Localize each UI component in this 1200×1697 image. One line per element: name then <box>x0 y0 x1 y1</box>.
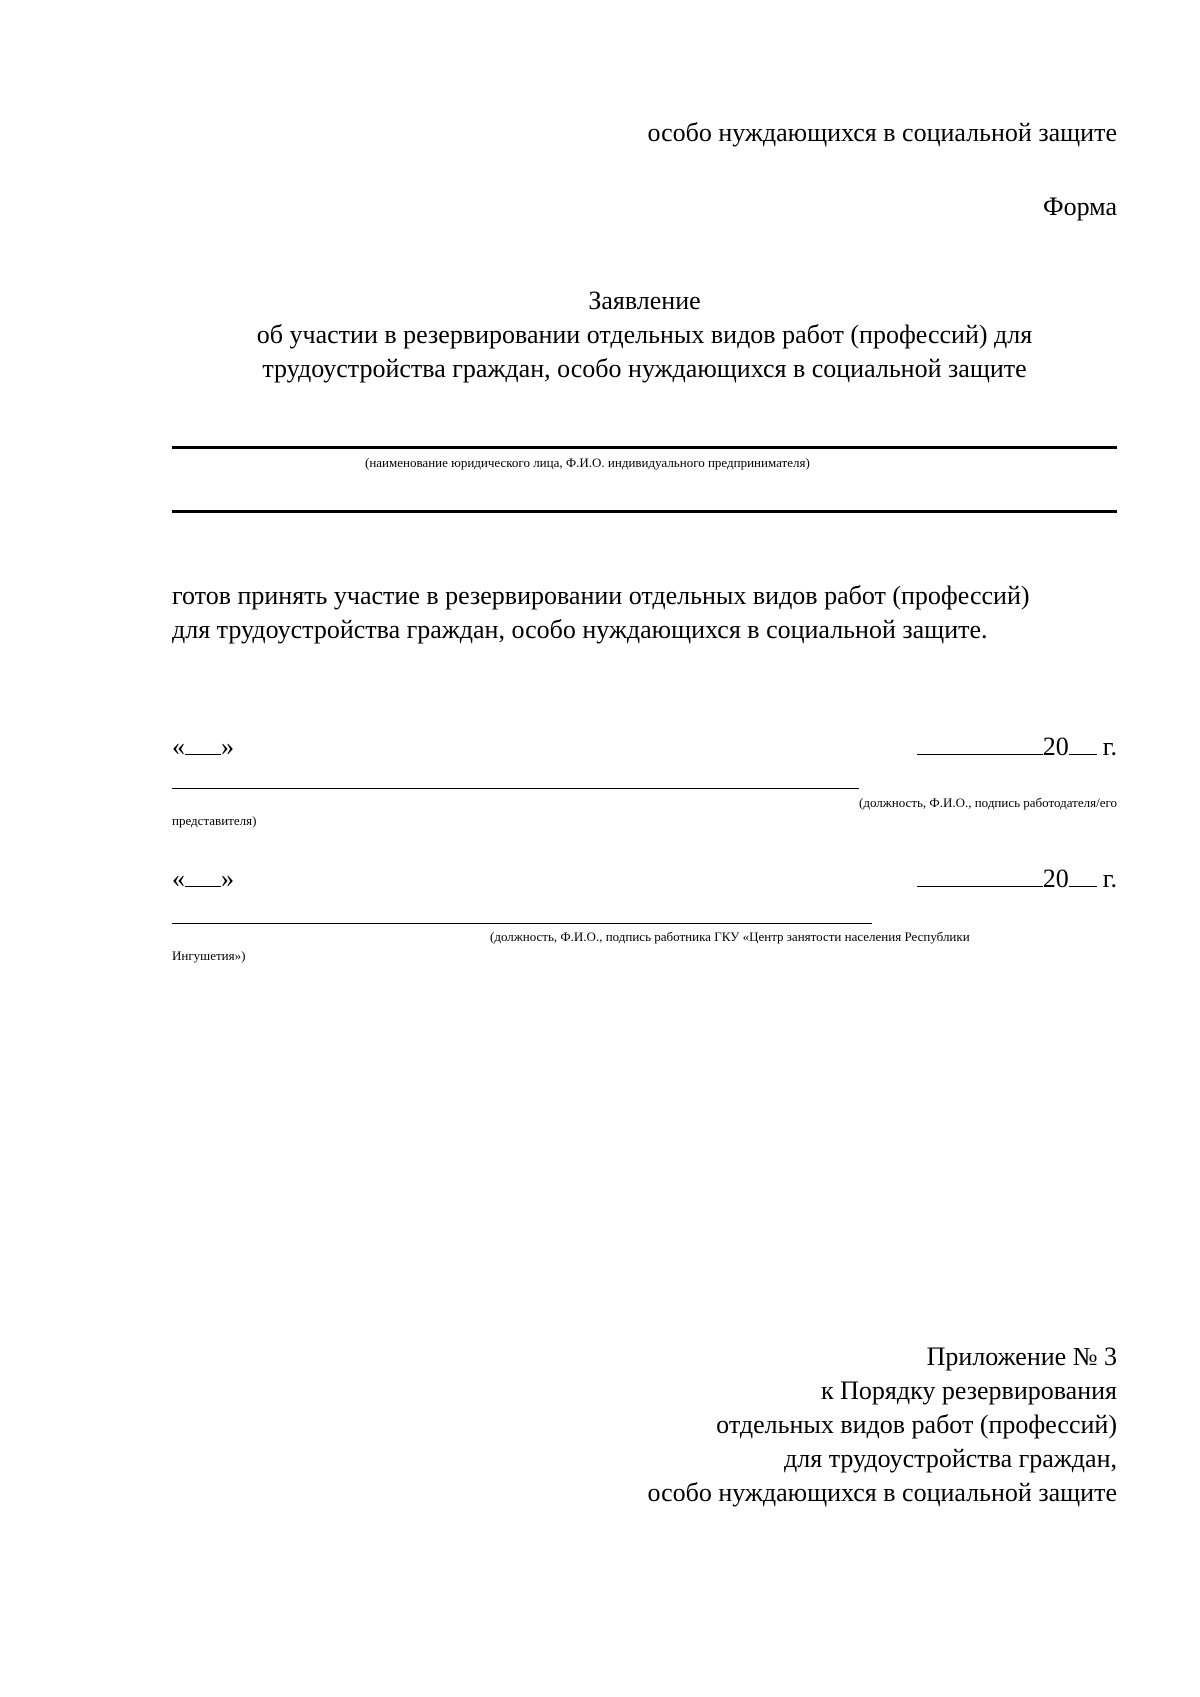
close-quote: » <box>221 864 234 893</box>
employer-signature-line[interactable] <box>172 788 859 789</box>
appendix-line-1: Приложение № 3 <box>926 1342 1117 1371</box>
title-line-1: Заявление <box>588 286 701 315</box>
month-blank[interactable] <box>917 864 1043 887</box>
year-suffix: г. <box>1102 732 1117 761</box>
appendix-block <box>647 1340 1117 1510</box>
officer-signature-caption-cont: Ингушетия») <box>172 948 246 963</box>
month-blank[interactable] <box>917 732 1043 755</box>
title-line-2: об участии в резервировании отдельных видов работ (профессий) для <box>256 320 1033 349</box>
date-year-field-1[interactable] <box>917 730 1117 764</box>
title-line-3: трудоустройства граждан, особо нуждающихся в социальной защите <box>262 354 1027 383</box>
year-prefix: 20 <box>1042 864 1069 893</box>
officer-signature-caption: (должность, Ф.И.О., подпись работника ГКУ «Центр занятости населения Республики <box>490 929 970 944</box>
year-blank[interactable] <box>1069 864 1097 887</box>
year-suffix: г. <box>1102 864 1117 893</box>
document-title <box>172 284 1117 386</box>
employer-signature-caption-cont: представителя) <box>172 813 257 828</box>
appendix-line-5: особо нуждающихся в социальной защите <box>647 1478 1117 1507</box>
date-day-field-2[interactable] <box>172 862 234 896</box>
officer-signature-line[interactable] <box>172 923 872 924</box>
appendix-line-4: для трудоустройства граждан, <box>784 1444 1117 1473</box>
year-blank[interactable] <box>1069 732 1097 755</box>
appendix-line-3: отдельных видов работ (профессий) <box>716 1410 1117 1439</box>
appendix-line-2: к Порядку резервирования <box>821 1376 1117 1405</box>
statement-line-1: готов принять участие в резервировании отдельных видов работ (профессий) <box>172 581 1030 610</box>
employer-name-line-2[interactable] <box>172 510 1117 513</box>
year-prefix: 20 <box>1042 732 1069 761</box>
open-quote: « <box>172 732 185 761</box>
statement-paragraph <box>172 579 1117 647</box>
employer-caption: (наименование юридического лица, Ф.И.О. индивидуального предпринимателя) <box>365 455 810 470</box>
open-quote: « <box>172 864 185 893</box>
form-label: Форма <box>1043 192 1117 221</box>
statement-line-2: для трудоустройства граждан, особо нуждающихся в социальной защите. <box>172 615 988 644</box>
date-day-field-1[interactable] <box>172 730 234 764</box>
day-blank[interactable] <box>185 732 221 755</box>
header-top-line: особо нуждающихся в социальной защите <box>647 118 1117 147</box>
employer-name-line-1[interactable] <box>172 446 1117 449</box>
employer-signature-caption: (должность, Ф.И.О., подпись работодателя/его <box>859 795 1117 810</box>
day-blank[interactable] <box>185 864 221 887</box>
date-year-field-2[interactable] <box>917 862 1117 896</box>
close-quote: » <box>221 732 234 761</box>
